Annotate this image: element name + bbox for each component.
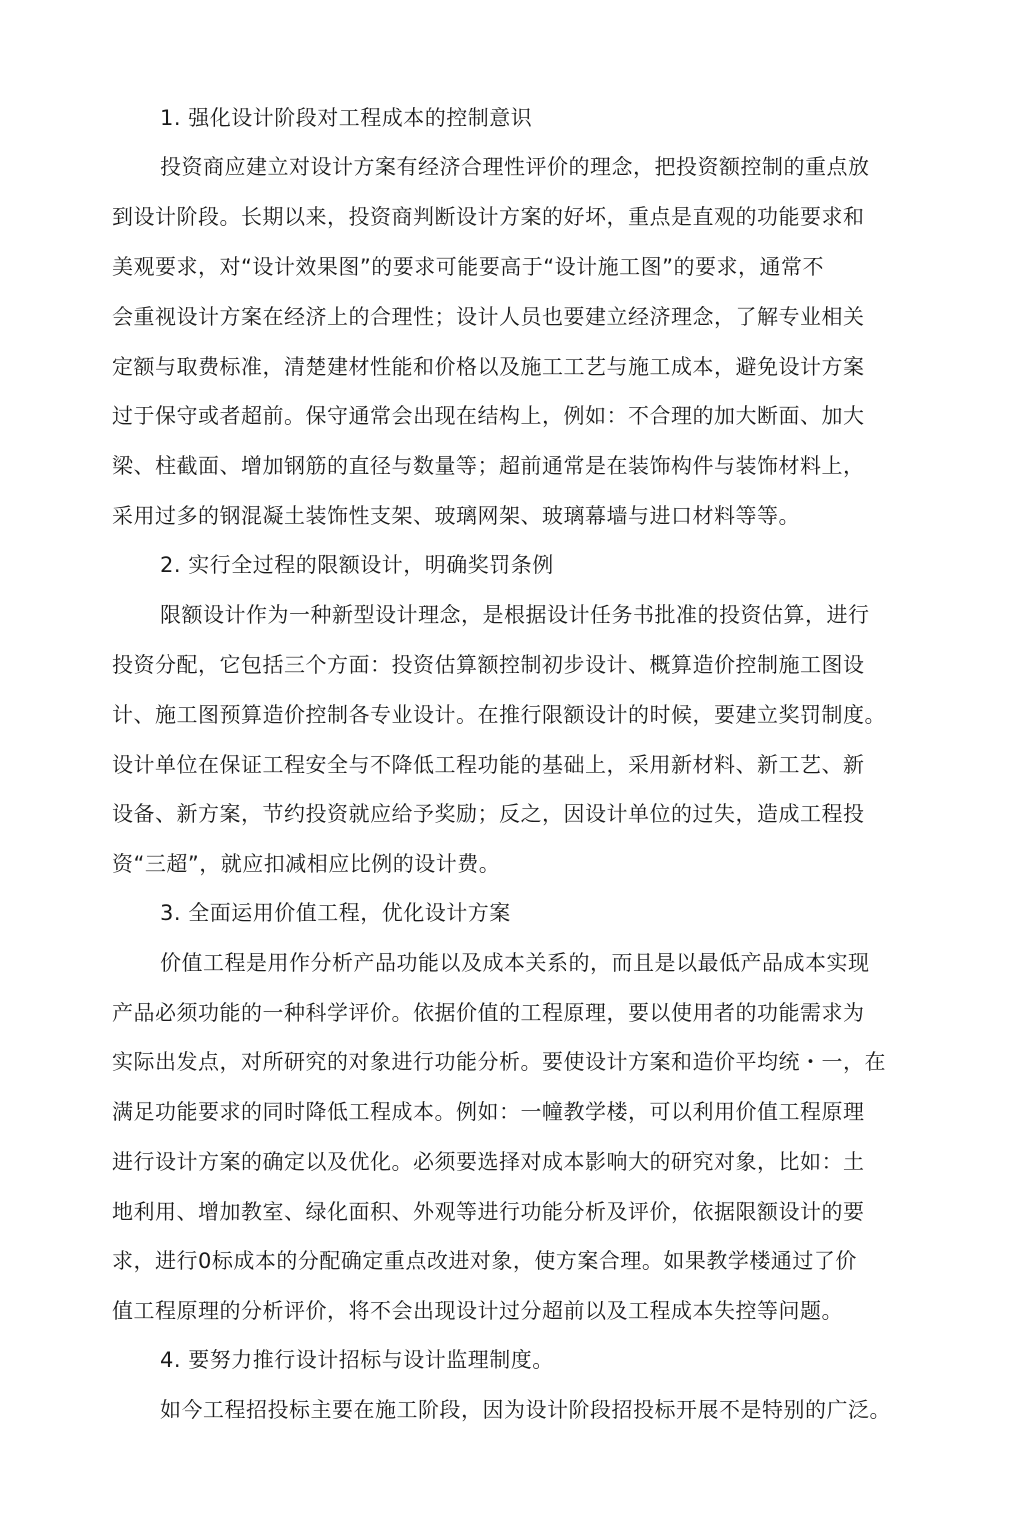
paragraph-line: 会重视设计方案在经济上的合理性；设计人员也要建立经济理念，了解专业相关 [112, 305, 865, 329]
paragraph-line: 满足功能要求的同时降低工程成本。例如：一幢教学楼，可以利用价值工程原理 [112, 1100, 865, 1124]
paragraph-line: 投资商应建立对设计方案有经济合理性评价的理念，把投资额控制的重点放 [160, 155, 870, 179]
paragraph-line: 计、施工图预算造价控制各专业设计。在推行限额设计的时候，要建立奖罚制度。 [112, 703, 886, 727]
paragraph-line: 地利用、增加教室、绿化面积、外观等进行功能分析及评价，依据限额设计的要 [112, 1200, 865, 1224]
paragraph-line: 美观要求，对“设计效果图”的要求可能要高于“设计施工图”的要求，通常不 [112, 255, 825, 279]
paragraph-line: 如今工程招投标主要在施工阶段，因为设计阶段招投标开展不是特别的广泛。 [160, 1398, 891, 1422]
paragraph-line: 定额与取费标准，清楚建材性能和价格以及施工工艺与施工成本，避免设计方案 [112, 355, 865, 379]
paragraph-line: 产品必须功能的一种科学评价。依据价值的工程原理，要以使用者的功能需求为 [112, 1001, 865, 1025]
heading-2: 2. 实行全过程的限额设计，明确奖罚条例 [160, 553, 554, 577]
paragraph-line: 实际出发点，对所研究的对象进行功能分析。要使设计方案和造价平均统・一，在 [112, 1050, 886, 1074]
paragraph-line: 限额设计作为一种新型设计理念，是根据设计任务书批准的投资估算，进行 [160, 603, 870, 627]
paragraph-line: 投资分配，它包括三个方面：投资估算额控制初步设计、概算造价控制施工图设 [112, 653, 865, 677]
paragraph-line: 价值工程是用作分析产品功能以及成本关系的，而且是以最低产品成本实现 [160, 951, 870, 975]
paragraph-line: 求，进行0标成本的分配确定重点改进对象，使方案合理。如果教学楼通过了价 [112, 1249, 857, 1273]
heading-3: 3. 全面运用价值工程，优化设计方案 [160, 901, 511, 925]
paragraph-line: 过于保守或者超前。保守通常会出现在结构上，例如：不合理的加大断面、加大 [112, 404, 865, 428]
paragraph-line: 设备、新方案，节约投资就应给予奖励；反之，因设计单位的过失，造成工程投 [112, 802, 865, 826]
heading-1: 1. 强化设计阶段对工程成本的控制意识 [160, 106, 533, 130]
heading-4: 4. 要努力推行设计招标与设计监理制度。 [160, 1348, 554, 1372]
paragraph-line: 值工程原理的分析评价，将不会出现设计过分超前以及工程成本失控等问题。 [112, 1299, 843, 1323]
paragraph-line: 设计单位在保证工程安全与不降低工程功能的基础上，采用新材料、新工艺、新 [112, 753, 865, 777]
paragraph-line: 采用过多的钢混凝土装饰性支架、玻璃网架、玻璃幕墙与进口材料等等。 [112, 504, 800, 528]
paragraph-line: 梁、柱截面、增加钢筋的直径与数量等；超前通常是在装饰构件与装饰材料上， [112, 454, 865, 478]
paragraph-line: 资“三超”，就应扣减相应比例的设计费。 [112, 852, 501, 876]
paragraph-line: 到设计阶段。长期以来，投资商判断设计方案的好坏，重点是直观的功能要求和 [112, 205, 865, 229]
paragraph-line: 进行设计方案的确定以及优化。必须要选择对成本影响大的研究对象，比如：土 [112, 1150, 865, 1174]
